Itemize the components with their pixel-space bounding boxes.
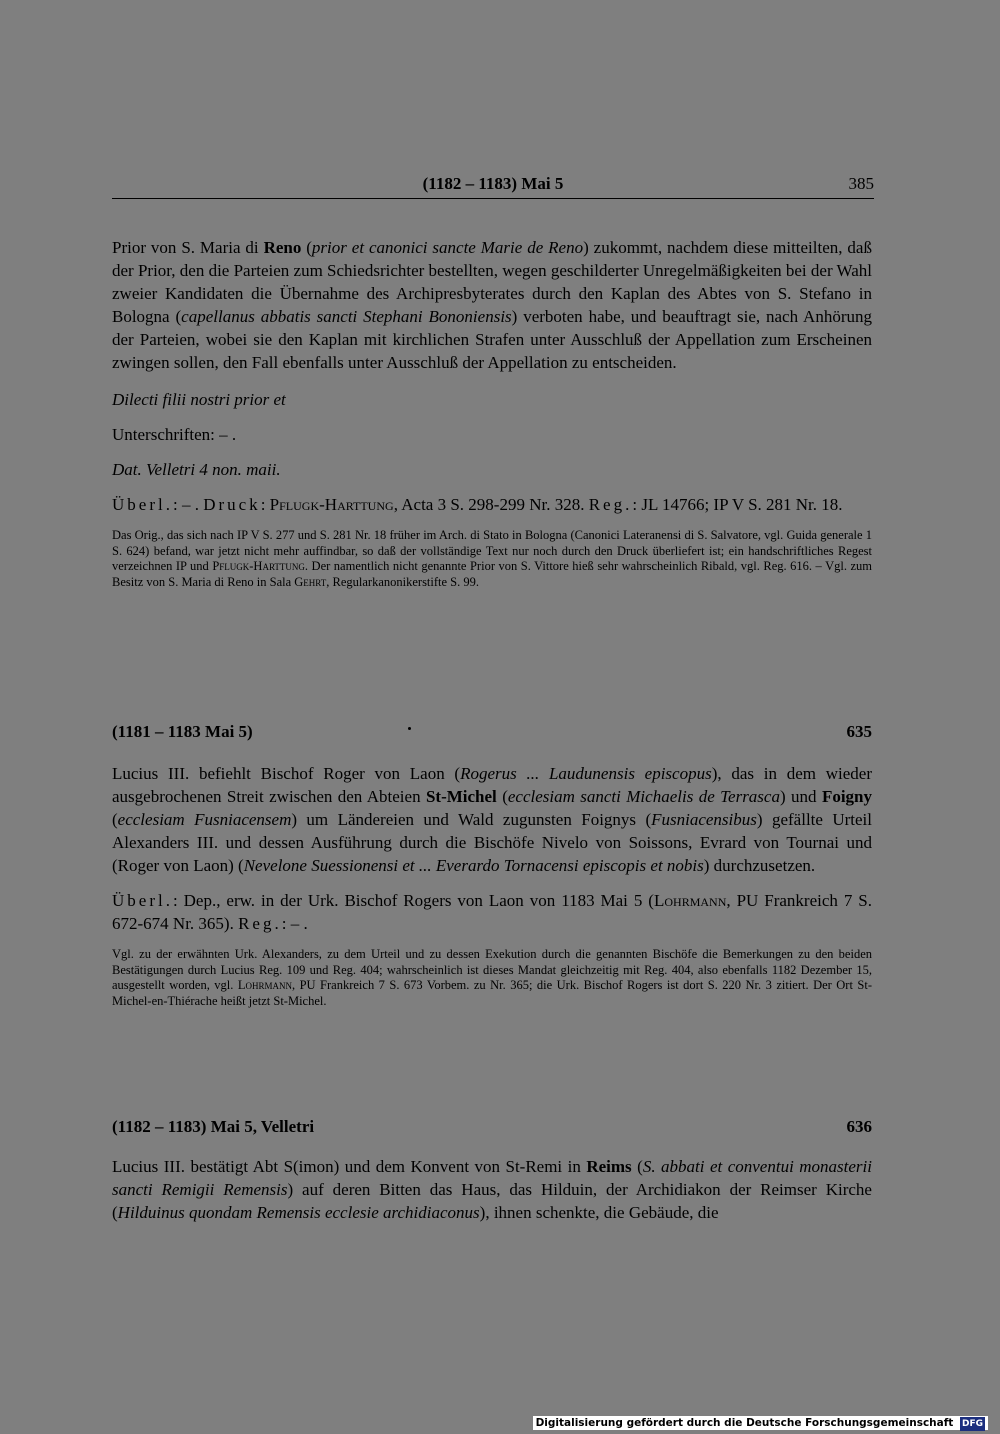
commentary-note: Das Orig., das sich nach IP V S. 277 und S. 281 Nr. 18 früher im Arch. di Stato in Bologna (Canonici Lateranensi di S. Salvatore, vgl. Guida generale 1 S. 624) befand, war jetzt nicht mehr auffindbar, so daß der vollständige Text nur noch durch den Druck überliefert ist; ein handschriftliches Regest verzeichnen IP und Pflugk-Harttung. Der namentlich nicht genannte Prior von S. Vittore hieß sehr wahrscheinlich Ribald, vgl. Reg. 616. – Vgl. zum Besitz von S. Maria di Reno in Sala Gehrt, Regularkanonikerstifte S. 99. xyxy=(112,528,872,589)
text-fragment: Reims xyxy=(586,1157,632,1176)
text-fragment: Foigny xyxy=(821,787,872,806)
entry-636 xyxy=(112,1117,872,1224)
text-fragment: Lohrmann xyxy=(653,891,727,910)
entry-date: (1182 – 1183) Mai 5, Velletri xyxy=(112,1117,315,1136)
ueberlieferung: Überl.: Dep., erw. in der Urk. Bischof Rogers von Laon von 1183 Mai 5 (Lohrmann, PU Frankreich 7 S. 672-674 Nr. 365). Reg.: – . xyxy=(112,891,873,933)
footer-text: Digitalisierung gefördert durch die Deutsche Forschungsgemeinschaft xyxy=(535,1417,954,1429)
text-fragment: Überl. xyxy=(112,891,173,910)
entry-heading xyxy=(112,722,872,746)
datum: Dat. Velletri 4 non. maii. xyxy=(112,460,281,479)
text-fragment: S. abbati et conventui monasterii sancti Remigii Remensis xyxy=(112,1157,872,1199)
text-fragment: Nevelone Suessionensi et ... Everardo Tornacensi episcopis et nobis xyxy=(243,856,704,875)
entry-number: 635 xyxy=(846,722,872,741)
text-fragment: Rogerus ... Laudunensis episcopus xyxy=(460,764,712,783)
text-fragment: Pflugk-Harttung xyxy=(212,559,305,574)
header-title: (1182 – 1183) Mai 5 xyxy=(422,174,564,193)
regest-text: Lucius III. befiehlt Bischof Roger von Laon (Rogerus ... Laudunensis episcopus), das in dem wieder ausgebrochenen Streit zwischen den Abteien St-Michel (ecclesiam sancti Michaelis de Terrasca) und Foigny (ecclesiam Fusniacensem) um Ländereien und Wald zugunsten Foignys (Fusniacensibus) gefällte Urteil Alexanders III. und dessen Ausführung durch die Bischöfe Nivelo von Soissons, Evrard von Tournai und (Roger von Laon) (Nevelone Suessionensi et ... Everardo Tornacensi episcopis et nobis) durchzusetzen. xyxy=(112,764,872,875)
commentary-note: Vgl. zu der erwähnten Urk. Alexanders, zu dem Urteil und zu dessen Exekution durch die genannten Bischöfe die Bemerkungen zu den beiden Bestätigungen durch Lucius Reg. 109 und Reg. 404; wahrscheinlich ist dieses Mandat gleichzeitig mit Reg. 404, also ebenfalls 1182 Dezember 15, ausgestellt worden, vgl. Lohrmann, PU Frankreich 7 S. 673 Vorbem. zu Nr. 365; die Urk. Bischof Rogers ist dort S. 220 Nr. 3 zitiert. Der Ort St-Michel-en-Thiérache heißt jetzt St-Michel. xyxy=(112,947,872,1008)
running-header xyxy=(112,172,874,199)
text-fragment: prior et canonici sancte Marie de Reno xyxy=(311,238,584,257)
text-fragment: ecclesiam Fusniacensem xyxy=(117,810,292,829)
incipit: Dilecti filii nostri prior et xyxy=(112,390,286,409)
text-fragment: capellanus abbatis sancti Stephani Bononiensis xyxy=(181,307,512,326)
entry-date: (1181 – 1183 Mai 5) xyxy=(112,722,253,741)
dfg-logo: DFG xyxy=(961,1419,983,1429)
text-fragment: Gehrt xyxy=(294,574,327,589)
ueberlieferung: Überl.: – . Druck: Pflugk-Harttung, Acta 3 S. 298-299 Nr. 328. Reg.: JL 14766; IP V S. 281 Nr. 18. xyxy=(112,495,843,514)
regest-text: Prior von S. Maria di Reno (prior et canonici sancte Marie de Reno) zukommt, nachdem diese mitteilten, daß der Prior, den die Parteien zum Schiedsrichter bestellten, wegen geschilderter Unregelmäßigkeiten bei der Wahl zweier Kandidaten die Übernahme des Archipresbyterates durch den Kaplan des Abtes von S. Stefano in Bologna (capellanus abbatis sancti Stephani Bononiensis) verboten habe, und beauftragt sie, nach Anhörung der Parteien, wobei sie den Kaplan mit kirchlichen Strafen unter Ausschluß der Appellation zum Erscheinen zwingen sollen, den Fall ebenfalls unter Ausschluß der Appellation zu entscheiden. xyxy=(112,238,873,372)
text-fragment: Reno xyxy=(263,238,302,257)
funding-footer xyxy=(533,1416,988,1430)
text-fragment: Druck xyxy=(203,495,261,514)
unterschriften: Unterschriften: – . xyxy=(112,425,237,444)
page-number: 385 xyxy=(848,174,874,193)
text-fragment: ecclesiam sancti Michaelis de Terrasca xyxy=(507,787,780,806)
text-fragment: Lohrmann xyxy=(237,978,293,993)
text-fragment: Überl. xyxy=(112,495,173,514)
text-fragment: Reg. xyxy=(588,495,633,514)
text-fragment: Hilduinus quondam Remensis ecclesie archidiaconus xyxy=(117,1203,480,1222)
entry-heading xyxy=(112,1117,872,1141)
text-fragment: St-Michel xyxy=(425,787,497,806)
text-fragment: Pflugk-Harttung xyxy=(269,495,394,514)
text-fragment: Fusniacensibus xyxy=(651,810,757,829)
entry-number: 636 xyxy=(846,1117,872,1136)
continued-entry xyxy=(112,236,872,590)
text-fragment: Reg. xyxy=(238,914,282,933)
regest-text: Lucius III. bestätigt Abt S(imon) und dem Konvent von St-Remi in Reims (S. abbati et conventui monasterii sancti Remigii Remensis) auf deren Bitten das Haus, das Hilduin, der Archidiakon der Reimser Kirche (Hilduinus quondam Remensis ecclesie archidiaconus), ihnen schenkte, die Gebäude, die xyxy=(112,1157,872,1222)
entry-635 xyxy=(112,722,872,1009)
